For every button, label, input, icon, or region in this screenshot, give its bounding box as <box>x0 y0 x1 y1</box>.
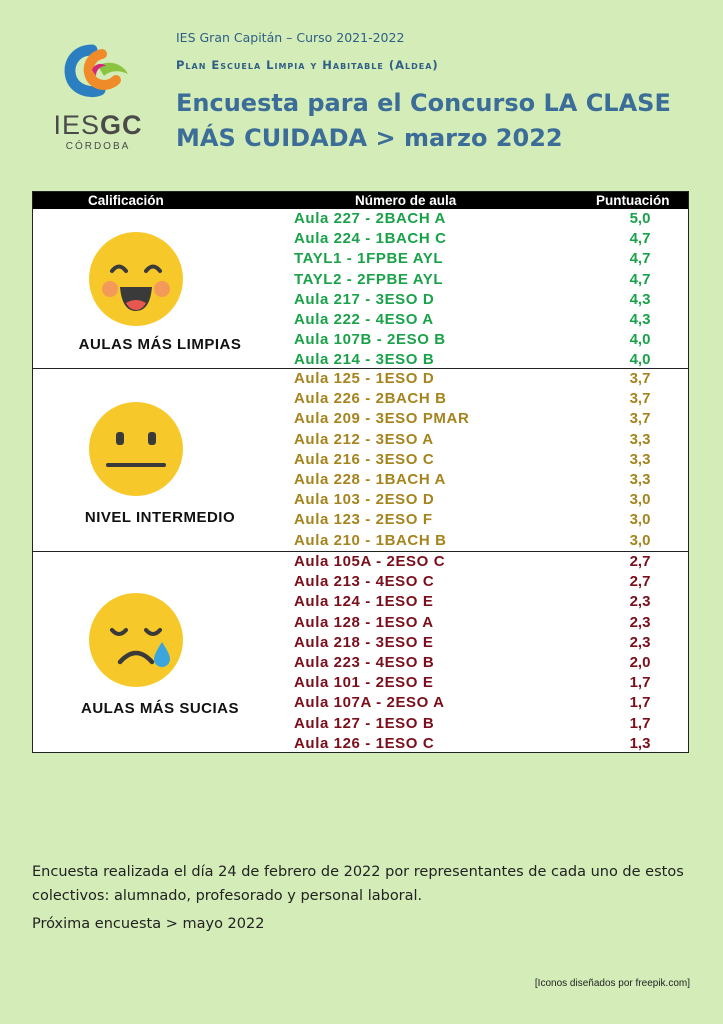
table-row <box>293 229 688 249</box>
logo-swirl-icon <box>62 44 134 104</box>
room-score: 4,3 <box>629 310 651 328</box>
room-score: 4,7 <box>629 270 651 288</box>
room-name: Aula 224 - 1BACH C <box>294 230 447 248</box>
section-label-clean: AULAS MÁS LIMPIAS <box>78 336 242 353</box>
room-name: Aula 125 - 1ESO D <box>294 370 435 387</box>
room-score: 3,0 <box>629 511 651 529</box>
room-score: 3,7 <box>629 370 651 387</box>
room-score: 3,0 <box>629 491 651 509</box>
sad-face-icon <box>88 592 184 688</box>
next-survey: Próxima encuesta > mayo 2022 <box>32 916 265 932</box>
results-table <box>32 191 689 753</box>
room-score: 5,0 <box>629 210 651 227</box>
section-intermediate <box>33 369 688 552</box>
table-row <box>293 450 688 470</box>
table-row <box>293 490 688 510</box>
room-score: 3,7 <box>629 390 651 408</box>
header-rating: Calificación <box>88 193 164 208</box>
room-name: Aula 105A - 2ESO C <box>294 553 446 570</box>
table-row <box>293 572 688 592</box>
table-row <box>293 249 688 269</box>
room-name: Aula 107B - 2ESO B <box>294 331 446 349</box>
room-name: Aula 107A - 2ESO A <box>294 694 445 712</box>
table-row <box>293 290 688 310</box>
table-row <box>293 592 688 612</box>
room-name: Aula 210 - 1BACH B <box>294 531 447 549</box>
room-name: TAYL1 - 1FPBE AYL <box>294 250 444 268</box>
table-row <box>293 350 688 370</box>
table-row <box>293 613 688 633</box>
room-name: Aula 226 - 2BACH B <box>294 390 447 408</box>
table-row <box>293 734 688 754</box>
room-name: Aula 212 - 3ESO A <box>294 430 434 448</box>
room-name: Aula 123 - 2ESO F <box>294 511 433 529</box>
table-row <box>293 470 688 490</box>
room-score: 1,3 <box>629 734 651 752</box>
room-name: Aula 214 - 3ESO B <box>294 351 435 369</box>
table-row <box>293 653 688 673</box>
table-row <box>293 531 688 551</box>
room-score: 4,3 <box>629 290 651 308</box>
table-row <box>293 209 688 229</box>
logo-city: CÓRDOBA <box>65 141 131 152</box>
room-score: 4,7 <box>629 230 651 248</box>
section-clean <box>33 209 688 369</box>
room-name: Aula 218 - 3ESO E <box>294 633 434 651</box>
school-logo <box>52 44 144 154</box>
room-score: 2,0 <box>629 653 651 671</box>
room-name: Aula 103 - 2ESO D <box>294 491 435 509</box>
table-row <box>293 673 688 693</box>
table-row <box>293 270 688 290</box>
room-score: 1,7 <box>629 674 651 692</box>
survey-note: Encuesta realizada el día 24 de febrero de 2022 por representantes de cada uno de estos colectivos: alumnado, profesorado y personal laboral. <box>32 864 684 904</box>
table-row <box>293 310 688 330</box>
school-line: IES Gran Capitán – Curso 2021-2022 <box>176 30 405 45</box>
rows-dirty <box>293 552 688 754</box>
room-name: Aula 222 - 4ESO A <box>294 310 434 328</box>
room-score: 2,7 <box>629 573 651 591</box>
rows-clean <box>293 209 688 371</box>
rows-intermediate <box>293 369 688 551</box>
room-name: Aula 217 - 3ESO D <box>294 290 435 308</box>
page-title: Encuesta para el Concurso LA CLASE MÁS CUIDADA > marzo 2022 <box>176 89 671 152</box>
room-name: Aula 227 - 2BACH A <box>294 210 446 227</box>
room-score: 3,3 <box>629 450 651 468</box>
section-label-intermediate: NIVEL INTERMEDIO <box>84 509 236 526</box>
room-score: 4,7 <box>629 250 651 268</box>
room-name: Aula 223 - 4ESO B <box>294 653 435 671</box>
room-score: 1,7 <box>629 714 651 732</box>
header-score: Puntuación <box>596 193 670 208</box>
icon-credit: [Iconos diseñados por freepik.com] <box>534 978 690 989</box>
table-row <box>293 552 688 572</box>
section-dirty <box>33 552 688 753</box>
room-score: 2,7 <box>629 553 651 570</box>
table-row <box>293 369 688 389</box>
room-name: Aula 126 - 1ESO C <box>294 734 435 752</box>
table-row <box>293 510 688 530</box>
plan-line: Plan Escuela Limpia y Habitable (Aldea) <box>176 58 439 72</box>
table-row <box>293 693 688 713</box>
room-score: 2,3 <box>629 613 651 631</box>
room-score: 4,0 <box>629 351 651 369</box>
table-row <box>293 430 688 450</box>
neutral-face-icon <box>88 401 184 497</box>
table-row <box>293 633 688 653</box>
table-row <box>293 330 688 350</box>
table-row <box>293 409 688 429</box>
room-name: Aula 128 - 1ESO A <box>294 613 434 631</box>
room-name: Aula 228 - 1BACH A <box>294 470 446 488</box>
table-row <box>293 714 688 734</box>
room-score: 2,3 <box>629 633 651 651</box>
room-score: 1,7 <box>629 694 651 712</box>
room-name: Aula 216 - 3ESO C <box>294 450 435 468</box>
table-header <box>33 192 688 209</box>
logo-name: IESGC <box>53 110 143 140</box>
room-name: Aula 213 - 4ESO C <box>294 573 435 591</box>
room-name: Aula 124 - 1ESO E <box>294 593 434 611</box>
header-room: Número de aula <box>355 193 457 208</box>
room-score: 2,3 <box>629 593 651 611</box>
room-score: 4,0 <box>629 331 651 349</box>
room-score: 3,3 <box>629 470 651 488</box>
table-row <box>293 389 688 409</box>
room-name: TAYL2 - 2FPBE AYL <box>294 270 444 288</box>
room-score: 3,0 <box>629 531 651 549</box>
room-score: 3,3 <box>629 430 651 448</box>
happy-face-icon <box>88 231 184 327</box>
room-score: 3,7 <box>629 410 651 428</box>
room-name: Aula 127 - 1ESO B <box>294 714 435 732</box>
room-name: Aula 209 - 3ESO PMAR <box>294 410 470 428</box>
room-name: Aula 101 - 2ESO E <box>294 674 434 692</box>
section-label-dirty: AULAS MÁS SUCIAS <box>80 700 239 717</box>
